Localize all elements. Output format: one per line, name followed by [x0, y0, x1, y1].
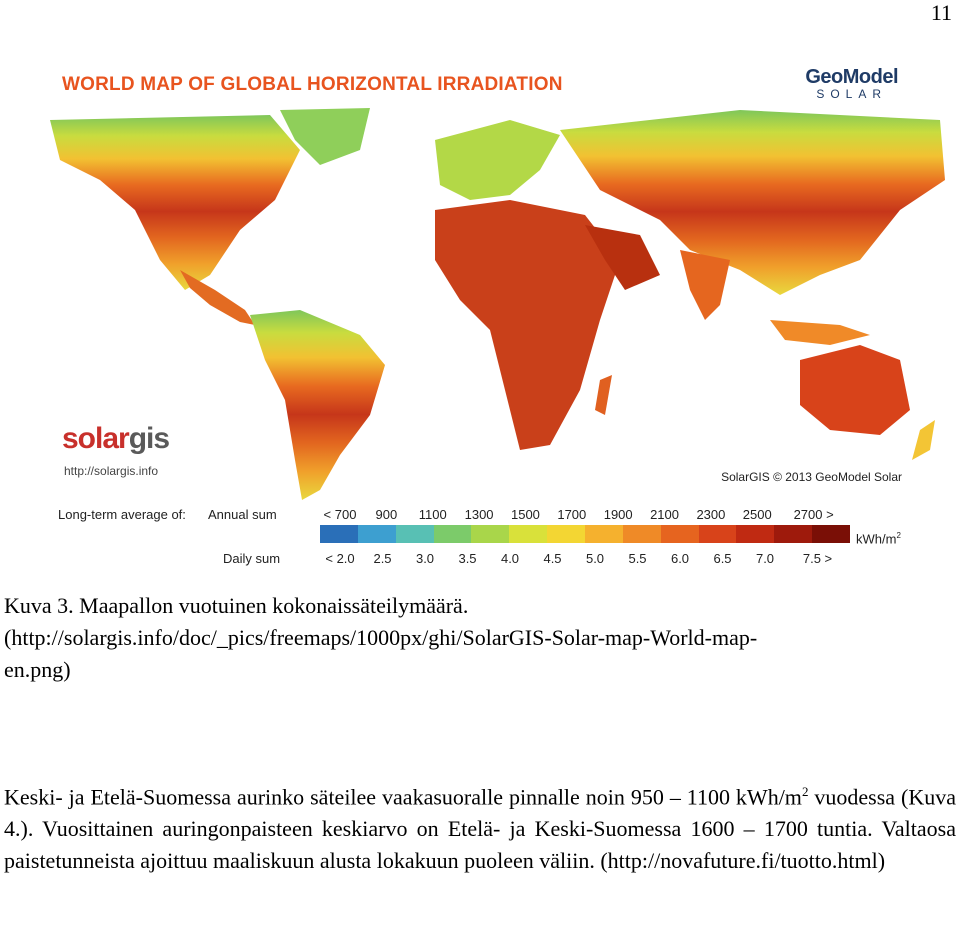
- legend-tick: 1300: [464, 507, 494, 522]
- legend-tick: < 2.0: [325, 551, 355, 566]
- legend-tick: 2.5: [373, 551, 392, 566]
- legend-swatch: [358, 525, 396, 543]
- solargis-logo-solar: solar: [62, 422, 129, 455]
- paragraph-part-2: vuodessa (Kuva 4.). Vuosittainen auringonpaisteen keskiarvo on Etelä- ja Keski-Suomessa 1600 – 1700 tuntia. Valtaosa paistetunneista ajoittuu maaliskuun alusta lokakuun puoleen väliin. (http://novafuture.fi/tuotto.html): [4, 784, 957, 874]
- page-number: 11: [930, 0, 952, 25]
- geomodel-name: GeoModel: [805, 66, 898, 88]
- legend-color-bar: [320, 525, 850, 543]
- legend-tick: 2300: [696, 507, 726, 522]
- legend-tick: 1700: [557, 507, 587, 522]
- solargis-logo-gis: gis: [128, 422, 170, 455]
- legend-tick: 5.5: [628, 551, 647, 566]
- irradiation-map-figure: [40, 60, 960, 575]
- legend-tick: 2100: [650, 507, 679, 522]
- south-america: [250, 310, 385, 500]
- australia: [800, 345, 910, 435]
- legend-swatch: [434, 525, 472, 543]
- paragraph-superscript: 2: [801, 784, 809, 799]
- north-america: [50, 115, 300, 290]
- legend-swatch: [699, 525, 737, 543]
- figure-caption: [4, 590, 956, 686]
- legend-swatch: [509, 525, 547, 543]
- legend-swatch: [320, 525, 358, 543]
- legend-unit-exp: 2: [896, 531, 901, 540]
- legend-unit: [856, 531, 901, 546]
- legend-tick: 3.5: [458, 551, 477, 566]
- map-legend: [58, 503, 938, 578]
- solargis-logo: [58, 420, 208, 486]
- madagascar: [595, 375, 612, 415]
- legend-tick: 1100: [418, 507, 447, 522]
- legend-swatch: [736, 525, 774, 543]
- legend-long-term-label: Long-term average of:: [58, 507, 186, 522]
- new-zealand: [912, 420, 935, 460]
- central-america: [180, 270, 255, 325]
- legend-tick: 7.0: [755, 551, 775, 566]
- caption-line-1: Kuva 3. Maapallon vuotuinen kokonaissäteilymäärä.: [4, 593, 469, 618]
- legend-swatch: [396, 525, 434, 543]
- india: [680, 250, 730, 320]
- legend-daily-label: Daily sum: [223, 551, 281, 566]
- europe: [435, 120, 560, 200]
- legend-tick: 4.5: [543, 551, 562, 566]
- legend-swatch: [774, 525, 812, 543]
- legend-swatch: [623, 525, 661, 543]
- legend-tick: 7.5 >: [802, 551, 833, 566]
- legend-tick: 4.0: [500, 551, 520, 566]
- body-paragraph: [4, 776, 956, 877]
- map-title: WORLD MAP OF GLOBAL HORIZONTAL IRRADIATION: [62, 74, 563, 95]
- legend-swatch: [471, 525, 509, 543]
- legend-tick: 2700 >: [793, 507, 834, 522]
- legend-tick: 6.0: [670, 551, 690, 566]
- legend-swatch: [585, 525, 623, 543]
- geomodel-sub: SOLAR: [816, 87, 887, 101]
- legend-tick: < 700: [323, 507, 357, 522]
- map-copyright: SolarGIS © 2013 GeoModel Solar: [721, 470, 902, 484]
- geomodel-logo: [805, 66, 898, 101]
- paragraph-part-1: Keski- ja Etelä-Suomessa aurinko säteilee vaakasuoralle pinnalle noin 950 – 1100 kWh/m: [4, 784, 802, 810]
- indonesia: [770, 320, 870, 345]
- legend-swatch: [812, 525, 850, 543]
- caption-line-2: (http://solargis.info/doc/_pics/freemaps/1000px/ghi/SolarGIS-Solar-map-World-map-: [4, 625, 758, 650]
- legend-swatch: [661, 525, 699, 543]
- solargis-url: http://solargis.info: [64, 464, 159, 478]
- caption-line-3: en.png): [4, 657, 71, 682]
- legend-tick: 1500: [510, 507, 540, 522]
- legend-swatch: [547, 525, 585, 543]
- legend-tick: 1900: [603, 507, 633, 522]
- legend-tick: 900: [375, 507, 398, 522]
- legend-tick: 2500: [742, 507, 772, 522]
- legend-tick: 5.0: [585, 551, 605, 566]
- legend-tick: 3.0: [415, 551, 435, 566]
- legend-tick: 6.5: [713, 551, 732, 566]
- legend-annual-label: Annual sum: [208, 507, 277, 522]
- legend-unit-base: kWh/m: [856, 531, 897, 547]
